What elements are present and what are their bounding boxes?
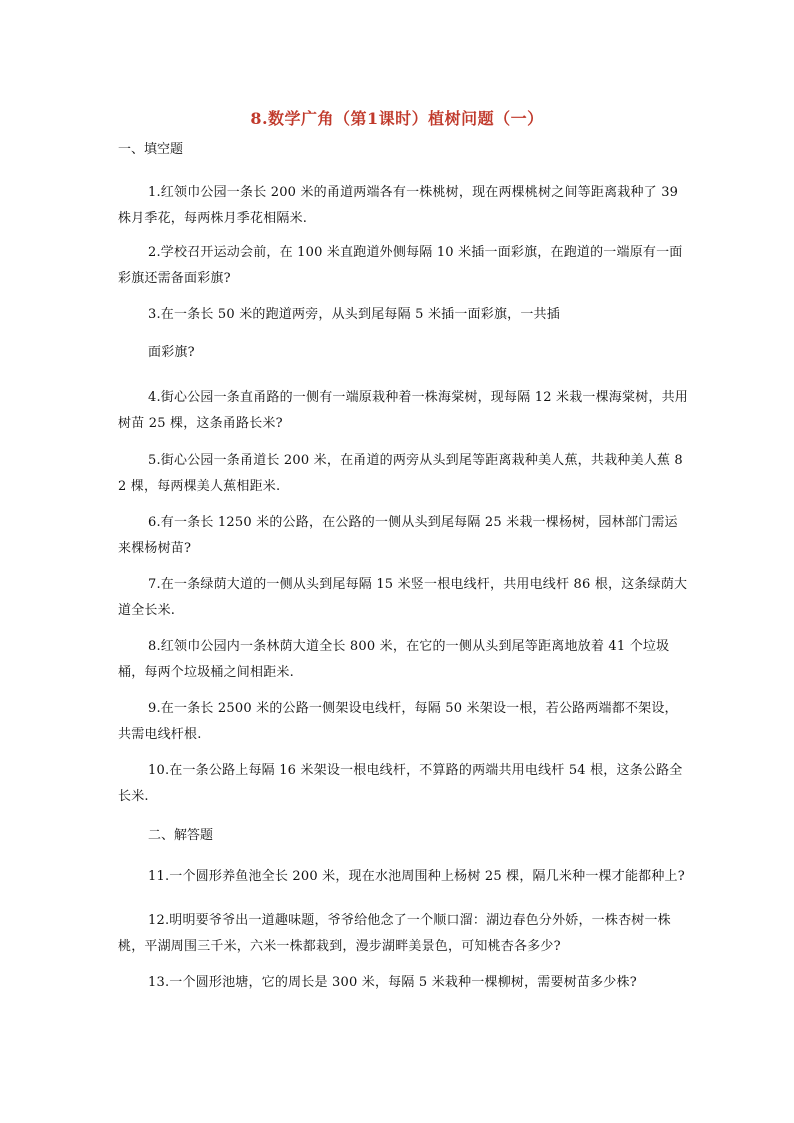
question-3: 3.在一条长 50 米的跑道两旁，从头到尾每隔 5 米插一面彩旗，一共插	[148, 307, 560, 322]
section-heading-fill-blank: 一、填空题	[118, 142, 184, 157]
question-6: 6.有一条长 1250 米的公路，在公路的一侧从头到尾每隔 25 米栽一棵杨树，园林部门需运来棵杨树苗?	[118, 515, 678, 556]
section-heading-answer: 二、解答题	[148, 828, 214, 843]
question-4: 4.街心公园一条直甬路的一侧有一端原栽种着一株海棠树，现每隔 12 米栽一棵海棠树，共用树苗 25 棵，这条甬路长米?	[118, 390, 689, 431]
question-7: 7.在一条绿荫大道的一侧从头到尾每隔 15 米竖一根电线杆，共用电线杆 86 根，这条绿荫大道全长米.	[118, 577, 688, 618]
question-12: 12.明明要爷爷出一道趣味题，爷爷给他念了一个顺口溜：湖边春色分外娇，一株杏树一株桃，平湖周围三千米，六米一株都栽到，漫步湖畔美景色，可知桃杏各多少?	[118, 913, 671, 954]
question-8: 8.红领巾公园内一条林荫大道全长 800 米，在它的一侧从头到尾等距离地放着 41 个垃圾桶，每两个垃圾桶之间相距米.	[118, 639, 670, 680]
question-11: 11.一个圆形养鱼池全长 200 米，现在水池周围种上杨树 25 棵，隔几米种一棵才能都种上?	[148, 869, 685, 884]
question-3-continued: 面彩旗?	[148, 345, 195, 360]
question-13: 13.一个圆形池塘，它的周长是 300 米，每隔 5 米栽种一棵柳树，需要树苗多少株?	[148, 975, 637, 990]
question-1: 1.红领巾公园一条长 200 米的甬道两端各有一株桃树，现在两棵桃树之间等距离栽种了 39 株月季花，每两株月季花相隔米.	[118, 185, 679, 226]
question-5: 5.街心公园一条甬道长 200 米，在甬道的两旁从头到尾等距离栽种美人蕉，共栽种美人蕉 82 棵，每两棵美人蕉相距米.	[118, 453, 683, 494]
question-9: 9.在一条长 2500 米的公路一侧架设电线杆，每隔 50 米架设一根，若公路两端都不架设，共需电线杆根.	[118, 701, 678, 742]
question-10: 10.在一条公路上每隔 16 米架设一根电线杆，不算路的两端共用电线杆 54 根，这条公路全长米.	[118, 763, 683, 804]
page-title: 8.数学广角（第1课时）植树问题（一）	[250, 109, 544, 128]
question-2: 2.学校召开运动会前，在 100 米直跑道外侧每隔 10 米插一面彩旗，在跑道的一端原有一面彩旗还需备面彩旗?	[118, 245, 683, 286]
